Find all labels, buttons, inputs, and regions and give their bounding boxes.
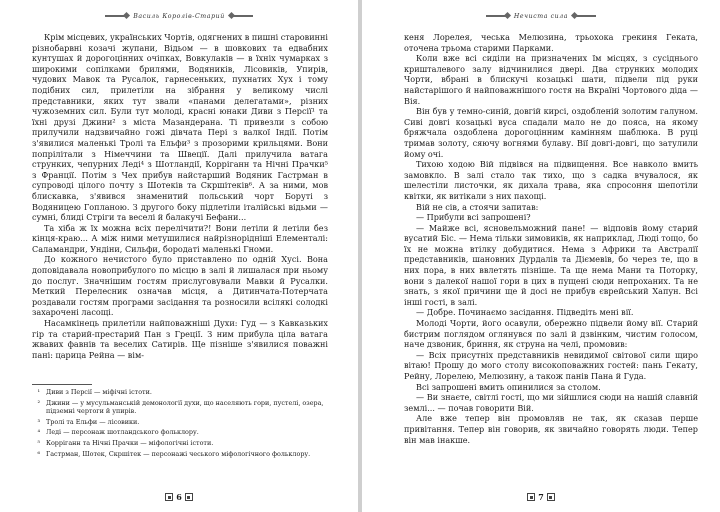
paragraph: — Всіх присутніх представників невидимої світової сили щиро вітаю! Прошу до мого столу високоповажних гостей: пань Гекату, Рейну, Лорелею, Мелюзину, а також панів Пана й Гуда. bbox=[404, 349, 698, 381]
paragraph: Він був у темно-синій, довгій кирсі, оздобленій золотим галуном. Сиві довгі козацькі вуса спадали мало не до пояса, на якому бряжчала оздоблена дорогоцінним камінням шаблюка. В руці тримав золоту, сяючу вогнями булаву. Вії довгі-довгі, що затулили йому очі. bbox=[404, 106, 698, 159]
footnote bbox=[32, 399, 328, 416]
paragraph: Насамкінець прилетіли найповажніші Духи: Гуд — з Кавказьких гір та старий-престарий Пан з Греції. З ним прибула ціла ватага жвавих фавнів та веселих Сатирів. Ще пізніше з'явилися поважні пані: царица Рейна — вім- bbox=[32, 318, 328, 360]
paragraph: Тихою ходою Вій підвівся на підвищення. Все навколо вмить замовкло. В залі стало так тихо, що з садка вчувалося, як шелестіли листочки, як дихала трава, яка спросоння шепотіли квітки, як витікали з них пахощі. bbox=[404, 159, 698, 201]
folio-ornament-icon bbox=[527, 493, 535, 501]
folio-ornament-icon bbox=[547, 493, 555, 501]
header-title: Нечиста сила bbox=[513, 12, 569, 20]
footnote bbox=[32, 450, 328, 459]
footnote bbox=[32, 418, 328, 427]
paragraph: Всі запрошені вмить опинилися за столом. bbox=[416, 381, 601, 392]
footnote-separator bbox=[32, 384, 92, 385]
page-number-footer bbox=[362, 492, 720, 502]
footnote-number: ⁴ bbox=[37, 428, 40, 437]
footnote-text: Гастрман, Шотек, Скршітек — персонажі чеського міфологічного фольклору. bbox=[46, 449, 311, 458]
footnote-text: Джини — у мусульманській демонології духи, що населяють гори, пустелі, озера, підземні чертоги й упирів. bbox=[46, 398, 324, 416]
folio-ornament-icon bbox=[165, 493, 173, 501]
paragraph: — Прибули всі запрошені? bbox=[416, 212, 531, 223]
paragraph: Але вже тепер він промовляв не так, як сказав перше привітання. Тепер він говорив, як звичайно говорять люди. Тепер він мав інакше. bbox=[404, 413, 698, 445]
footnote-number: ² bbox=[37, 398, 40, 407]
page-number: 7 bbox=[538, 492, 544, 502]
footnote-number: ¹ bbox=[37, 388, 40, 396]
running-header bbox=[362, 10, 720, 22]
footnote-text: Леді — персонаж шотландського фольклору. bbox=[46, 428, 199, 437]
footnotes bbox=[32, 388, 328, 460]
paragraph: Молоді Чорти, його осавули, обережно підвели йому вії. Старий бистрим поглядом оглянувся по залі й дзвінким, чистим голосом, наче дзвоник, бриння, як струна на челі, промовив: bbox=[404, 318, 698, 350]
paragraph: Та хіба ж їх можна всіх перелічити?! Вони летіли й летіли без кінця-краю... А між ними метушилися найрізнорідніші Елементалі: Саламандри, Ундіни, Сильфи, бородаті маленькі Гноми. bbox=[32, 222, 328, 254]
paragraph: — Добре. Починаємо засідання. Підведіть мені вії. bbox=[416, 307, 634, 318]
header-title: Василь Королів-Старий bbox=[133, 12, 225, 20]
footnote bbox=[32, 388, 328, 397]
paragraph: Коли вже всі сиділи на призначених їм місцях, з сусіднього кришталевого залу відчинилися двері. Два струнких молодих Чорти, вбрані в блискучі козацькі шати, підвели під руки найстарішого й найповажнішого гостя на Вкраїні Чортового діда — Вія. bbox=[404, 53, 698, 106]
footnote-text: Диви з Персії — міфічні істоти. bbox=[46, 388, 152, 396]
left-page bbox=[0, 0, 358, 512]
footnote bbox=[32, 439, 328, 448]
header-ornament-left bbox=[105, 15, 127, 17]
paragraph: До кожного нечистого було приставлено по одній Хусі. Вона доповідавала новоприбулого по місцю в залі й лишалася при ньому до послуг. Значнішим гостям прислуговували Мавки й Русалки. Меткий Перелесник означав місця, а Дитинчата-Потерчата роздавали гостям програми засідання та розносили всілякі солодкі захарочені ласощі. bbox=[32, 254, 328, 318]
footnote-number: ³ bbox=[37, 417, 40, 426]
paragraph: кеня Лорелея, чеська Мелюзина, трьохока грекиня Геката, оточена трьома старими Парками. bbox=[404, 32, 698, 53]
paragraph: Крім місцевих, українських Чортів, одягнених в пишні старовинні різнобарвні козачі жупани, Відьом — в шовкових та едвабних кунтушах й дорогоцінних очіпках, Вовкулаків — в їхніх чумарках з широкими сопілками брилями, Водяників, Лісовиків, Упирів, чудових Мавок та Русалок, гарнесеньких, пухнатих Хух і тому подібних сил, прилетіли на зібрання у великому числі представники, яких тут звали «панами делегатами», різних чужоземних сил. Були тут молоді, красні юнаки Диви з Персії¹ та їхні друзі Джини² з міста Мазандерана. Ті привезли з собою прилучили надзвичайно гожі дівчата Пері з валкої Індії. Потім з'явилися маленькі Тролі та Ельфи³ з прозорими крильцями. Вони попрілітали з Німеччини та Швеції. Далі прилучила ватага струнких, чепурних Леді⁴ з Шотландії, Корріганн та Нічні Прачки⁵ з Франції. Потім з Чех прибув найстарший Водяник Гастрман в супроводі цілого почту з Шотеків та Скршітеків⁶. А за ними, мов блискавка, з'явився знаменитий польський чорт Боруті з Водяницею Гопланою. З другого боку підлетіли італійські відьми — сумні, блиді Стріги та веселі й балакучі Бефани... bbox=[32, 32, 328, 223]
right-body-text bbox=[404, 32, 698, 445]
header-ornament-right bbox=[231, 15, 253, 17]
footnote-text: Корріганн та Нічні Прачки — міфологічні істоти. bbox=[46, 438, 214, 447]
page-number: 6 bbox=[176, 492, 182, 502]
left-body-text bbox=[32, 32, 328, 360]
running-header bbox=[0, 10, 358, 22]
footnote-text: Тролі та Ельфи — лісовики. bbox=[46, 417, 140, 426]
paragraph: Вій не сів, а стоячи запитав: bbox=[416, 201, 539, 212]
footnote-number: ⁵ bbox=[37, 438, 40, 447]
paragraph: — Ви знаєте, світлі гості, що ми зійшлися сюди на нашій славній землі... — почав говорити Вій. bbox=[404, 392, 698, 413]
page-number-footer bbox=[0, 492, 358, 502]
folio-ornament-icon bbox=[185, 493, 193, 501]
footnote-number: ⁶ bbox=[37, 449, 40, 458]
paragraph: — Майже всі, ясновельможний пане! — відповів йому старий вусатий Біс. — Нема тільки зимовиків, як наприклад, Люді тощо, бо їх не можна втілку добудитися. Нема з Африки та Австралії представників, шановних Дурдалів та Діємевів, бо через те, що в них пора, в них ввлетять пізніше. Та ще нема Мани та Поторку, вони з далекої нашої гори в цих в пущені сюди непроханих. Та не знать, з якої причини ще й досі не прибув єврейський Хапун. Всі інші гості, в залі. bbox=[404, 222, 698, 307]
header-ornament-left bbox=[486, 15, 508, 17]
footnote bbox=[32, 428, 328, 437]
header-ornament-right bbox=[574, 15, 596, 17]
right-page bbox=[362, 0, 720, 512]
